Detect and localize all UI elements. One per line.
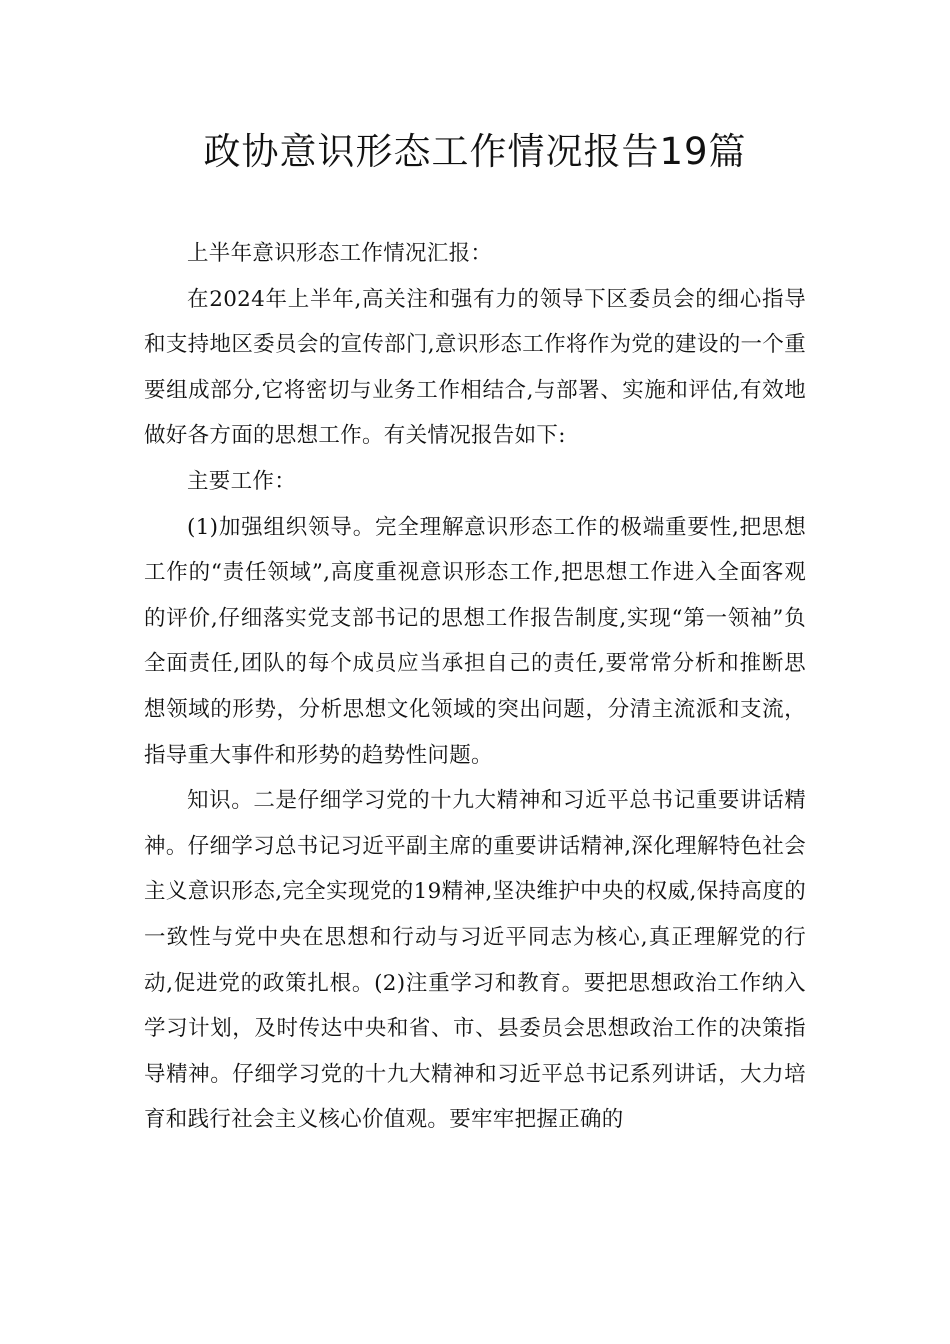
paragraph-2: 在2024年上半年,高关注和强有力的领导下区委员会的细心指导和支持地区委员会的宣传部门,意识形态工作将作为党的建设的一个重要组成部分,它将密切与业务工作相结合,与部署、实施和评估,有效地做好各方面的思想工作。有关情况报告如下:: [144, 286, 806, 449]
paragraph-3: 主要工作：: [187, 468, 297, 494]
paragraph-4: (1)加强组织领导。完全理解意识形态工作的极端重要性,把思想工作的“责任领域”,高度重视意识形态工作,把思想工作进入全面客观的评价,仔细落实党支部书记的思想工作报告制度,实现“第一领袖”负全面责任,团队的每个成员应当承担自己的责任,要常常分析和推断思想领域的形势，分析思想文化领域的突出问题，分清主流派和支流，指导重大事件和形势的趋势性问题。: [144, 514, 806, 768]
document-body: [144, 231, 806, 1143]
paragraph-1: 上半年意识形态工作情况汇报：: [187, 241, 493, 266]
paragraph-5: 知识。二是仔细学习党的十九大精神和习近平总书记重要讲话精神。仔细学习总书记习近平副主席的重要讲话精神,深化理解特色社会主义意识形态,完全实现党的19精神,坚决维护中央的权威,保持高度的一致性与党中央在思想和行动与习近平同志为核心,真正理解党的行动,促进党的政策扎根。(2)注重学习和教育。要把思想政治工作纳入学习计划，及时传达中央和省、市、县委员会思想政治工作的决策指导精神。仔细学习党的十九大精神和习近平总书记系列讲话，大力培育和践行社会主义核心价值观。要牢牢把握正确的: [144, 788, 806, 1133]
document-title: 政协意识形态工作情况报告19篇: [203, 130, 747, 173]
